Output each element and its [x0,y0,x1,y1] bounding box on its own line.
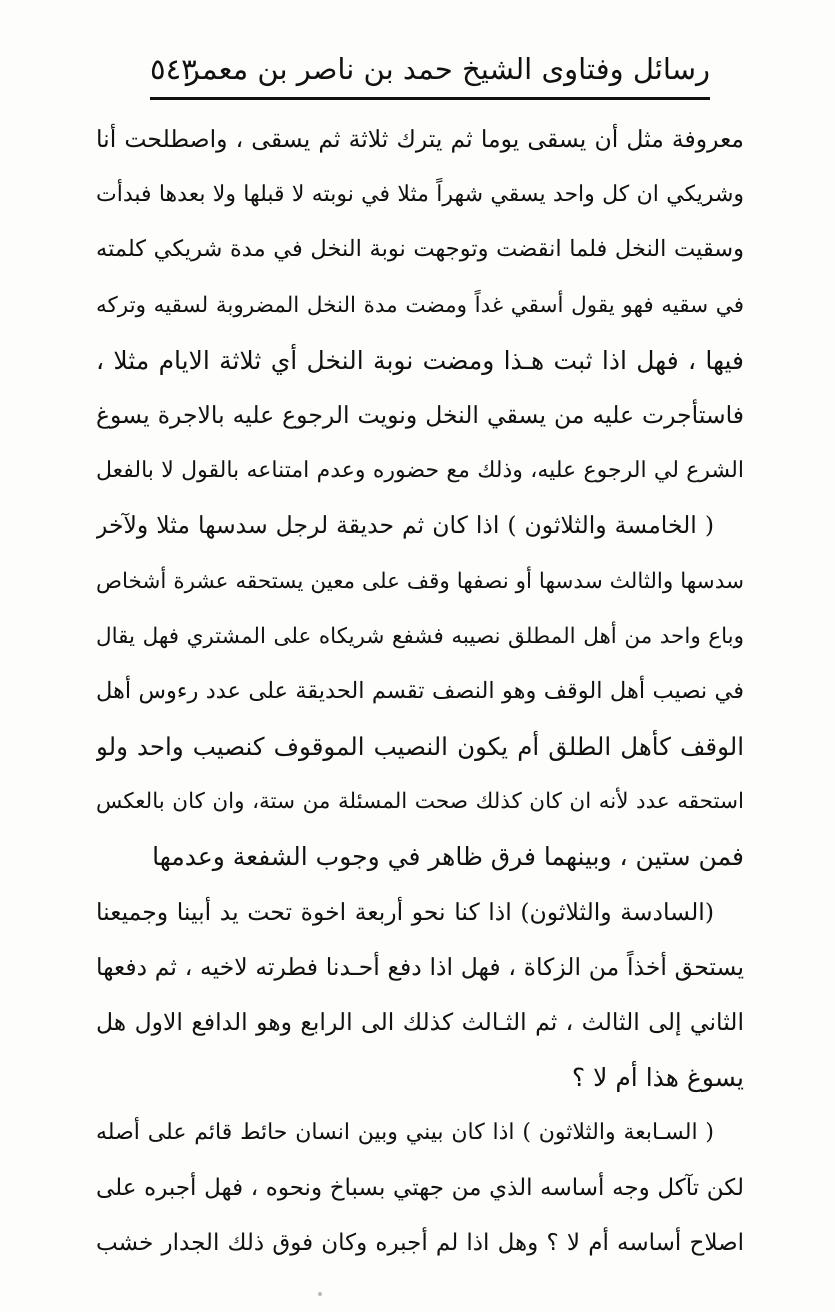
text-line: فمن ستين ، وبينهما فرق ظاهر في وجوب الشفعة وعدمها [152,842,744,872]
text-line: يستحق أخذاً من الزكاة ، فهل اذا دفع أحـدنا فطرته لاخيه ، ثم دفعها [96,952,744,981]
question-36-heading-line: (السادسة والثلاثون) اذا كنا نحو أربعة اخوة تحت يد أبينا وجميعنا [96,897,714,926]
text-line: فيها ، فهل اذا ثبت هـذا ومضت نوبة النخل أي ثلاثة الايام مثلا ، [96,345,744,375]
book-title: رسائل وفتاوى الشيخ حمد بن ناصر بن معمر [185,52,710,86]
running-header [150,40,710,100]
text-line: وسقيت النخل فلما انقضت وتوجهت نوبة النخل في مدة شريكي كلمته [96,236,744,263]
text-line: اصلاح أساسه أم لا ؟ وهل اذا لم أجبره وكان فوق ذلك الجدار خشب [96,1229,744,1256]
question-37-heading-line: ( السـابعة والثلاثون ) اذا كان بيني وبين انسان حائط قائم على أصله [96,1120,714,1146]
text-line: وشريكي ان كل واحد يسقي شهراً مثلا في نوبته لا قبلها ولا بعدها فبدأت [96,182,744,208]
page-number: ٥٤٣ [150,52,197,86]
text-line: الوقف كأهل الطلق أم يكون النصيب الموقوف كنصيب واحد ولو [96,732,744,762]
main-text [96,112,744,1271]
text-line: يسوغ هذا أم لا ؟ [571,1063,744,1093]
text-line: في نصيب أهل الوقف وهو النصف تقسم الحديقة على عدد رءوس أهل [96,677,744,704]
scan-speck [318,1292,322,1296]
text-line: الشرع لي الرجوع عليه، وذلك مع حضوره وعدم امتناعه بالقول لا بالفعل [96,458,744,484]
header-divider [150,97,710,100]
text-line: سدسها والثالث سدسها أو نصفها وقف على معين يستحقه عشرة أشخاص [96,568,744,594]
text-line: فاستأجرت عليه من يسقي النخل ونويت الرجوع عليه بالاجرة يسوغ [96,400,744,429]
text-line: لكن تآكل وجه أساسه الذي من جهتي بسباخ ونحوه ، فهل أجبره على [96,1174,744,1201]
text-line: معروفة مثل أن يسقى يوما ثم يترك ثلاثة ثم يسقى ، واصطلحت أنا [96,125,744,153]
text-line: الثاني إلى الثالث ، ثم الثـالث كذلك الى الرابع وهو الدافع الاول هل [96,1008,744,1036]
question-35-heading-line: ( الخامسة والثلاثون ) اذا كان ثم حديقة لرجل سدسها مثلا ولآخر [96,511,714,540]
text-line: وباع واحد من أهل المطلق نصيبه فشفع شريكاه على المشتري فهل يقال [96,623,744,649]
text-line: استحقه عدد لأنه ان كان كذلك صحت المسئلة من ستة، وان كان بالعكس [96,789,744,815]
text-line: في سقيه فهو يقول أسقي غداً ومضت مدة النخل المضروبة لسقيه وتركه [96,292,744,318]
